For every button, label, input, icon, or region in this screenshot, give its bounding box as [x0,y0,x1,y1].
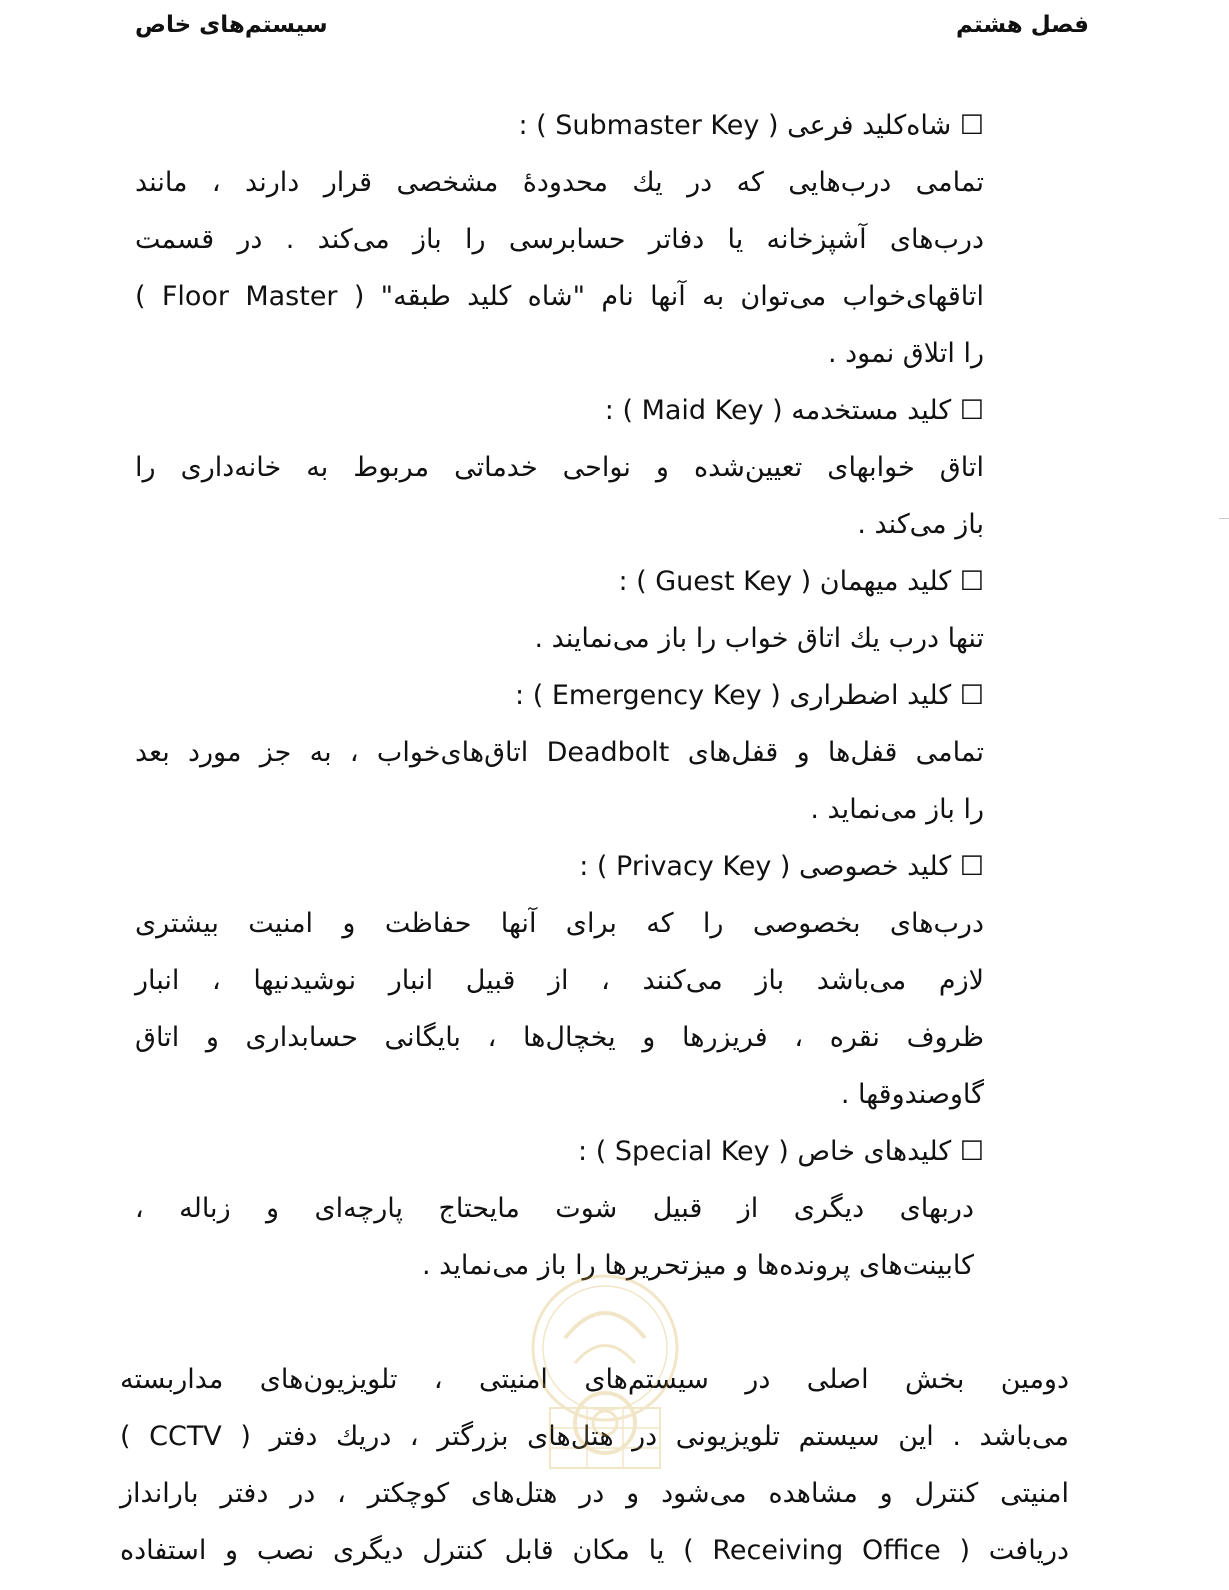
body-line: ظروف نقره ، فریزرها و یخچال‌ها ، بایگانی حسابداری و اتاق [135,1022,984,1053]
margin-mark [1219,518,1229,519]
heading-privacy-key: ☐ کلید خصوصی ( Privacy Key ) : [579,851,984,882]
body-line: تمامی درب‌هایی که در یك محدودهٔ مشخصی قرار دارند ، مانند [135,167,984,198]
body-line: دومین بخش اصلی در سیستم‌های امنیتی ، تلویزیون‌های مداربسته [120,1364,1069,1395]
heading-guest-key: ☐ کلید میهمان ( Guest Key ) : [618,566,984,597]
section-title: سیستم‌های خاص [135,12,328,38]
chapter-title: فصل هشتم [955,12,1089,38]
body-line: را اتلاق نمود . [827,338,984,369]
body-line: اتاق خوابهای تعیین‌شده و نواحی خدماتی مربوط به خانه‌داری را [135,452,984,483]
body-line: کابینت‌های پرونده‌ها و میزتحریرها را باز می‌نماید . [422,1250,974,1281]
body-line: تمامی قفل‌ها و قفل‌های Deadbolt اتاق‌های‌خواب ، به جز مورد بعد [135,737,984,768]
body-line: اتاقهای‌خواب می‌توان به آنها نام "شاه کلید طبقه" ( Floor Master ) [135,281,984,312]
heading-maid-key: ☐ کلید مستخدمه ( Maid Key ) : [604,395,984,426]
body-line: گاوصندوقها . [840,1079,984,1110]
body-line: درب‌های آشپزخانه یا دفاتر حسابرسی را باز می‌کند . در قسمت [135,224,984,255]
heading-emergency-key: ☐ کلید اضطراری ( Emergency Key ) : [515,680,984,711]
heading-submaster-key: ☐ شاه‌کلید فرعی ( Submaster Key ) : [518,110,984,141]
body-line: را باز می‌نماید . [810,794,984,825]
body-line: امنیتی کنترل و مشاهده می‌شود و در هتل‌های کوچکتر ، در دفتر بارانداز [120,1478,1069,1509]
body-line: دریافت ( Receiving Office ) یا مکان قابل کنترل دیگری نصب و استفاده [120,1535,1070,1566]
heading-special-key: ☐ کلیدهای خاص ( Special Key ) : [578,1136,984,1167]
body-line: دربهای دیگری از قبیل شوت مایحتاج پارچه‌ای و زباله ، [135,1193,974,1224]
body-line: لازم می‌باشد باز می‌کنند ، از قبیل انبار نوشیدنیها ، انبار [135,965,984,996]
body-line: باز می‌کند . [857,509,984,540]
body-line: درب‌های بخصوصی را که برای آنها حفاظت و امنیت بیشتری [135,908,984,939]
page-header [0,8,1229,48]
body-line: تنها درب یك اتاق خواب را باز می‌نمایند . [534,623,984,654]
body-line: ( CCTV ) می‌باشد . این سیستم تلویزیونی در هتل‌های بزرگتر ، دریك دفتر [120,1421,1069,1452]
